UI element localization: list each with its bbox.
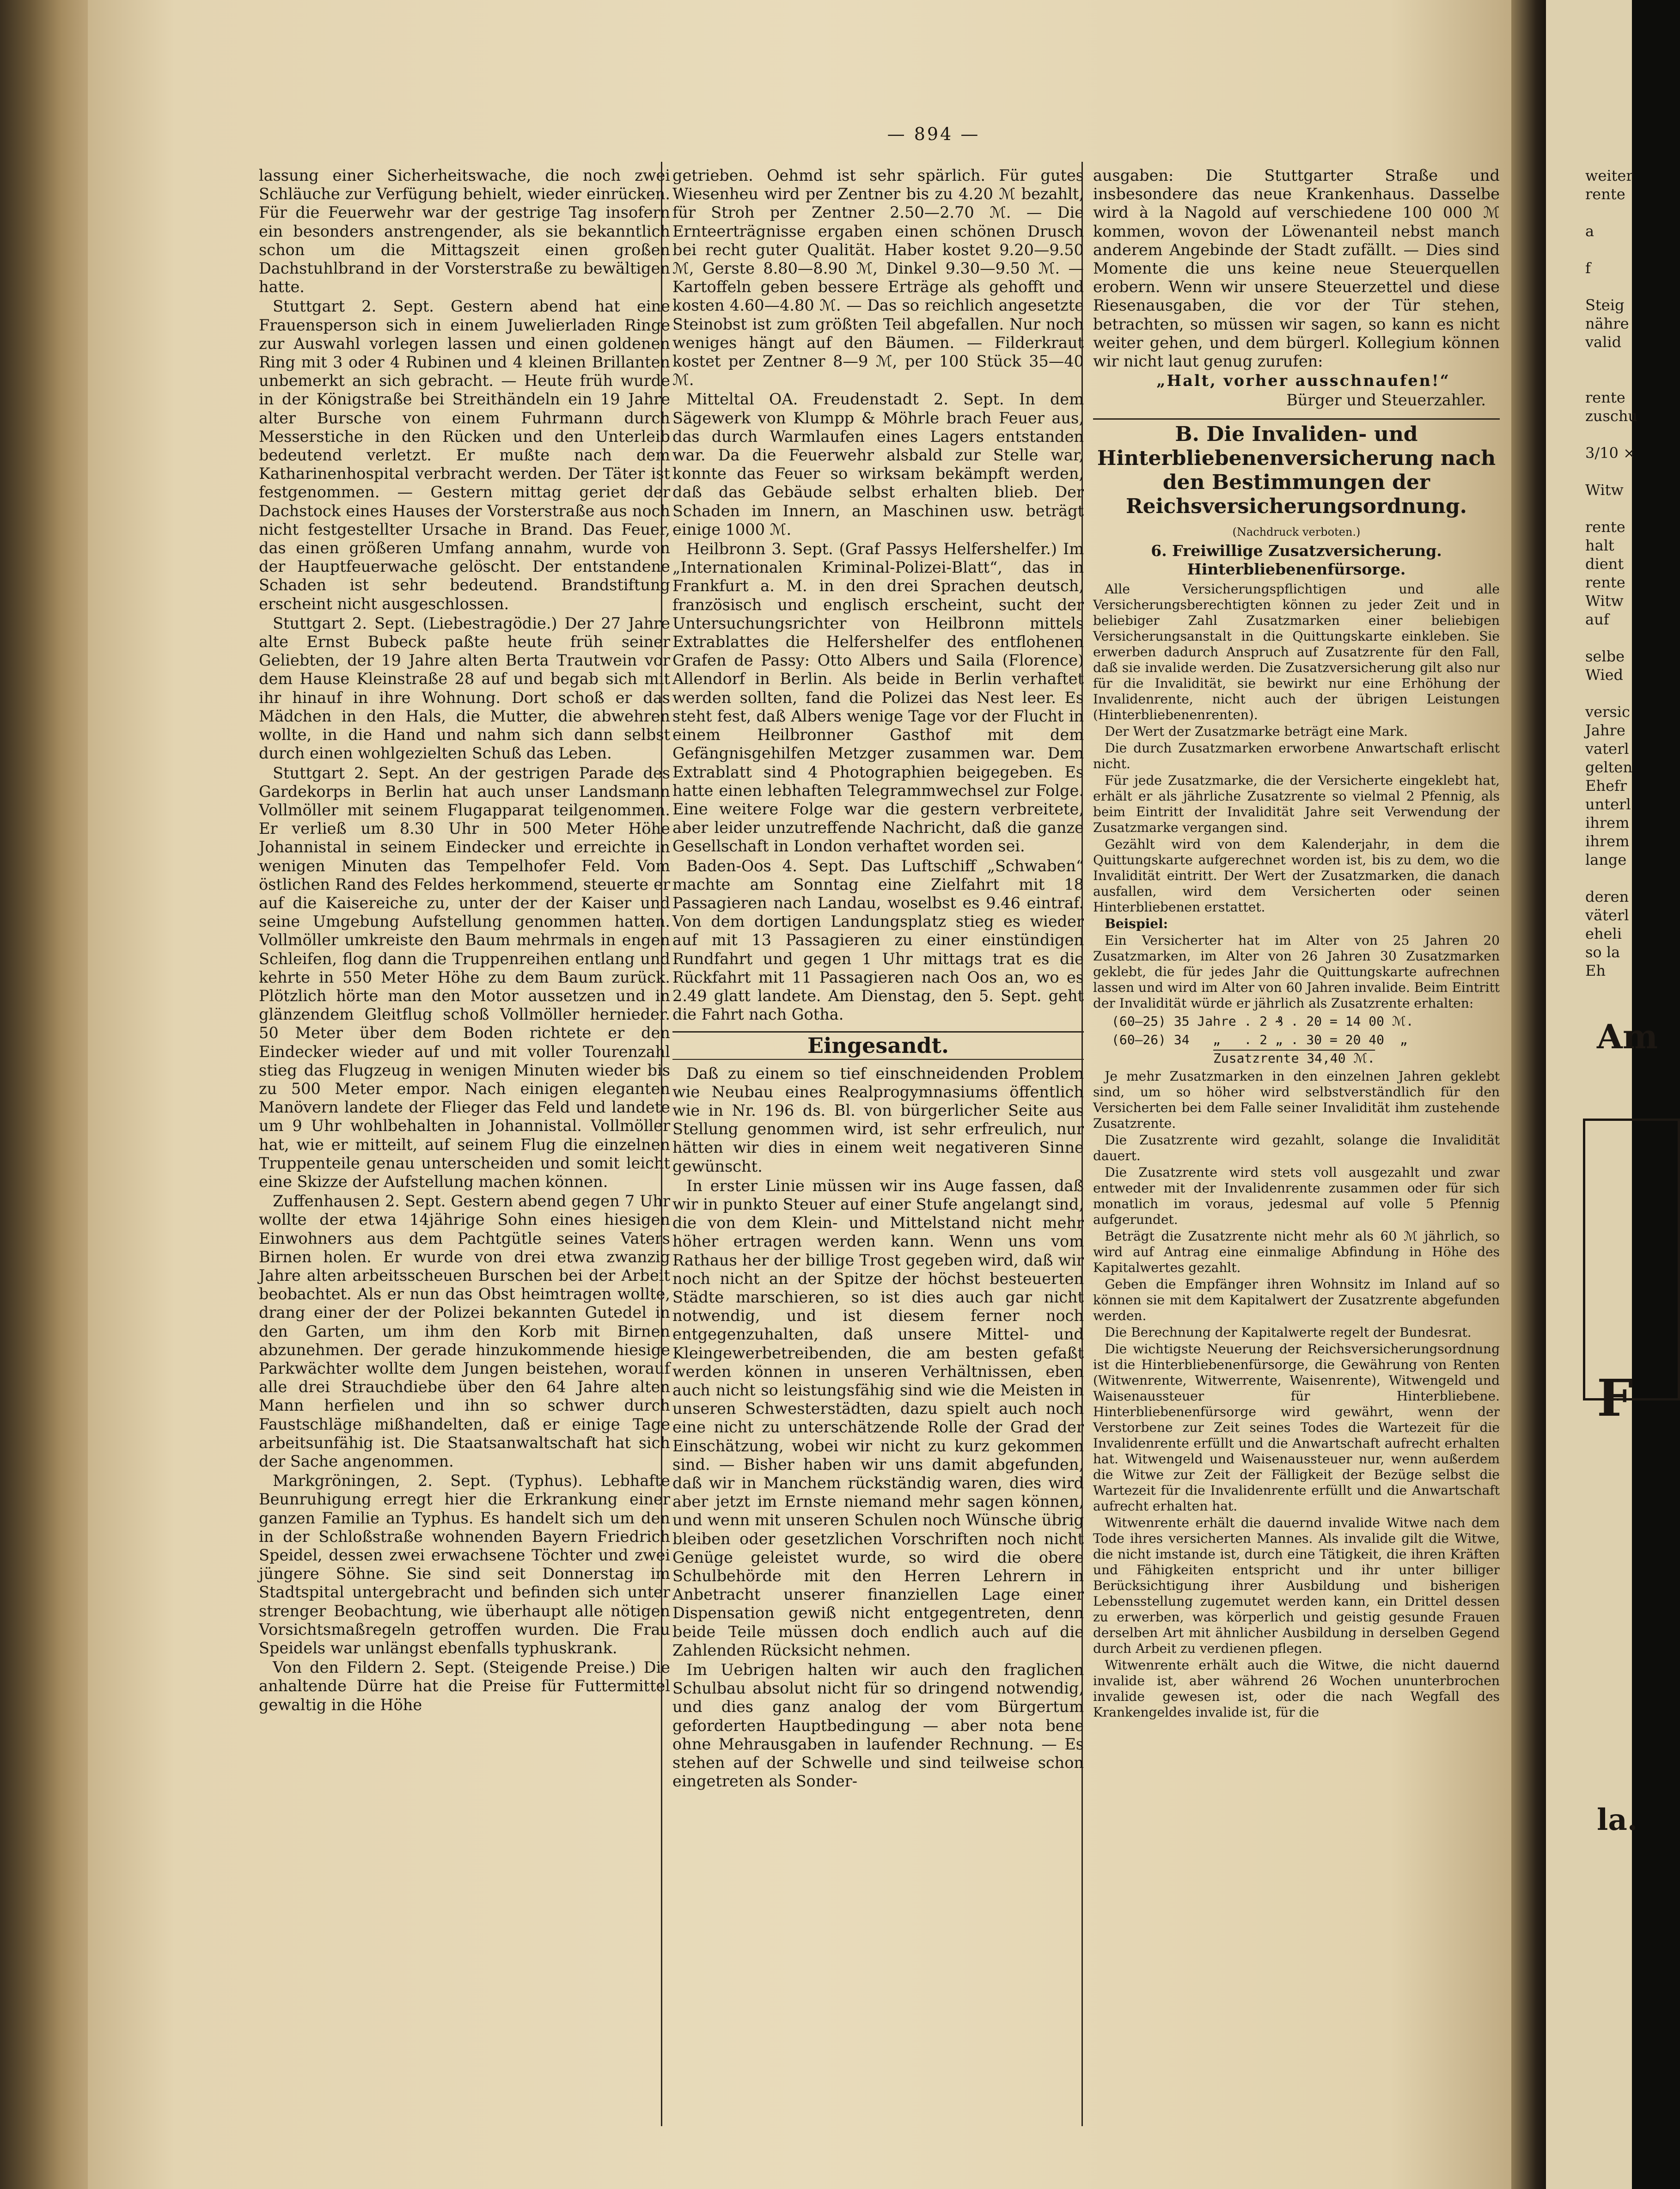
next-page-line: deren [1585, 888, 1629, 905]
section-paragraph: Witwenrente erhält auch die Witwe, die nicht dauernd invalide ist, aber während 26 Wochen ununterbrochen invalide gewesen ist, oder die nach Wegfall des Krankengeldes invalide ist, für die [1093, 1657, 1500, 1720]
next-page-line: f [1585, 259, 1591, 277]
book-edge [0, 0, 102, 2189]
next-page-line: rente [1585, 185, 1625, 203]
section-paragraph: Die Zusatzrente wird gezahlt, solange die Invalidität dauert. [1093, 1132, 1500, 1164]
next-page-line: vaterl [1585, 740, 1629, 758]
section-paragraph: Die durch Zusatzmarken erworbene Anwartschaft erlischt nicht. [1093, 740, 1500, 772]
section-paragraph: Witwenrente erhält die dauernd invalide Witwe nach dem Tode ihres versicherten Mannes. Als invalide gilt die Witwe, die nicht imstande ist, durch eine Tätigkeit, die ihren Kräften und Fähigkeiten entspricht und ihr unter billiger Berücksichtigung ihrer Ausbildung und bisherigen Lebensstellung zugemutet werden kann, ein Drittel dessen zu erwerben, was körperlich und geistig gesunde Frauen derselben Art mit ähnlicher Ausbildung in derselben Gegend durch Arbeit zu verdienen pflegen. [1093, 1515, 1500, 1657]
article-paragraph: lassung einer Sicherheitswache, die noch zwei Schläuche zur Verfügung behielt, wieder einrücken. Für die Feuerwehr war der gestrige Tag insofern ein besonders anstrengender, als sie bekanntlich schon um die Mittagszeit einen großen Dachstuhlbrand in der Vorsterstraße zu bewältigen hatte. [259, 166, 670, 296]
article-stuttgart-2: Stuttgart 2. Sept. (Liebestragödie.) Der 27 Jahre alte Ernst Bubeck paßte heute früh seiner Geliebten, der 19 Jahre alten Berta Trautwein vor dem Hause Kleinstraße 28 auf und begab sich mit ihr hinauf in ihre Wohnung. Dort schoß er das Mädchen in den Hals, die Mutter, die abwehren wollte, in die Hand und nahm sich dann selbst durch einen wohlgezielten Schuß das Leben. [259, 614, 670, 763]
article-heilbronn: Heilbronn 3. Sept. (Graf Passys Helfershelfer.) Im „Internationalen Kriminal-Polizei-Blatt“, das in Frankfurt a. M. in den drei Sprachen deutsch, französisch und englisch erscheint, sucht der Untersuchungsrichter von Heilbronn mittels Extrablattes die Helfershelfer des entflohenen Grafen de Passy: Otto Albers und Saila (Florence) Allendorf in Berlin. Als beide in Berlin verhaftet werden sollten, fand die Polizei das Nest leer. Es steht fest, daß Albers wenige Tage vor der Flucht in einem Heilbronner Gasthof mit dem Gefängnisgehilfen Metzger zusammen war. Dem Extrablatt sind 4 Photographien beigegeben. Es hatte einen lebhaften Telegrammwechsel zur Folge. Eine weitere Folge war die gestern verbreitete, aber leider unzutreffende Nachricht, daß die ganze Gesellschaft in London verhaftet worden sei. [672, 540, 1084, 856]
article-mitteltal: Mitteltal OA. Freudenstadt 2. Sept. In dem Sägewerk von Klumpp & Möhrle brach Feuer aus, das durch Warmlaufen eines Lagers entstanden war. Da die Feuerwehr alsbald zur Stelle war, konnte das Feuer so wirksam bekämpft werden, daß das Gebäude selbst erhalten blieb. Der Schaden im Innern, an Maschinen usw. beträgt einige 1000 ℳ. [672, 390, 1084, 538]
example-text: Ein Versicherter hat im Alter von 25 Jahren 20 Zusatzmarken, im Alter von 26 Jahren 30 Zusatzmarken geklebt, die für jedes Jahr die Quittungskarte aufrechnen lassen und wird im Alter von 60 Jahren invalide. Beim Eintritt der Invalidität würde er jährlich als Zusatzrente erhalten: [1093, 933, 1500, 1011]
calc-line: (60—25) 35 Jahre . 2 ₰ . 20 = 14 00 ℳ. [1112, 1014, 1414, 1029]
next-page-line [1546, 277, 1637, 296]
next-page-line: väterl [1585, 906, 1629, 924]
section-b-subtitle: 6. Freiwillige Zusatzversicherung. Hinterbliebenenfürsorge. [1151, 541, 1442, 578]
next-page-line: Wied [1585, 666, 1623, 684]
section-paragraph: Die Zusatzrente wird stets voll ausgezahlt und zwar entweder mit der Invalidenrente zusammen oder für sich monatlich im voraus, jedesmal auf volle 5 Pfennig aufgerundet. [1093, 1165, 1500, 1228]
article-zuffenhausen: Zuffenhausen 2. Sept. Gestern abend gegen 7 Uhr wollte der etwa 14jährige Sohn eines hiesigen Einwohners aus dem Pachtgütle seines Vaters Birnen holen. Er wurde von drei etwa zwanzig Jahre alten arbeitsscheuen Burschen bei der Arbeit beobachtet. Als er nun das Obst heimtragen wollte, drang einer der der Polizei bekannten Gutedel in den Garten, um ihm den Korb mit Birnen abzunehmen. Der gerade hinzukommende hiesige Parkwächter wollte dem Jungen beistehen, worauf alle drei Strauchdiebe über den 64 Jahre alten Mann herfielen und ihn so schwer durch Faustschläge mißhandelten, daß er einige Tage arbeitsunfähig ist. Die Staatsanwaltschaft hat sich der Sache angenommen. [259, 1192, 670, 1471]
next-page-ad-footer: la. [1597, 1803, 1638, 1837]
next-page-line: auf [1585, 611, 1609, 628]
next-page-line: rente [1585, 389, 1625, 406]
next-page-line: 3/10 × [1585, 444, 1636, 462]
next-page-line: weiter [1585, 167, 1633, 184]
eingesandt-signature: Bürger und Steuerzahler. [1286, 391, 1486, 410]
next-page-line [1546, 629, 1637, 647]
section-paragraph: Die Berechnung der Kapitalwerte regelt der Bundesrat. [1105, 1325, 1472, 1340]
next-page-line [1546, 499, 1637, 518]
section-b-body [1093, 581, 1500, 1720]
next-page-line: gelten [1585, 758, 1633, 776]
next-page-line: versic [1585, 703, 1630, 721]
article-paragraph: getrieben. Oehmd ist sehr spärlich. Für gutes Wiesenheu wird per Zentner bis zu 4.20 ℳ bezahlt, für Stroh per Zentner 2.50—2.70 ℳ. — Die Ernteerträgnisse ergaben einen schönen Drusch bei recht guter Qualität. Haber kostet 9.20—9.50 ℳ, Gerste 8.80—8.90 ℳ, Dinkel 9.30—9.50 ℳ. — Kartoffeln geben bessere Erträge als gehofft und kosten 4.60—4.80 ℳ. — Das so reichlich angesetzte Steinobst ist zum größten Teil abgefallen. Nur noch weniges hängt auf den Bäumen. — Filderkraut kostet per Zentner 8—9 ℳ, per 100 Stück 35—40 ℳ. [672, 166, 1084, 389]
section-paragraph: Alle Versicherungspflichtigen und alle Versicherungsberechtigten können zu jeder Zeit und in beliebiger Zahl Zusatzmarken einer beliebigen Versicherungsanstalt in die Quittungskarte einkleben. Sie erwerben dadurch Anspruch auf Zusatzrente für den Fall, daß sie invalide werden. Die Zusatzversicherung gilt also nur für die Invalidität, sie bewirkt nur eine Erhöhung der Invalidenrente, nicht auch der übrigen Leistungen (Hinterbliebenenrenten). [1093, 581, 1500, 723]
next-page-line [1546, 370, 1637, 388]
next-page-line: selbe [1585, 648, 1625, 665]
next-page-line: ihrem [1585, 832, 1630, 850]
page-number: — 894 — [887, 124, 980, 144]
next-page-line [1546, 351, 1637, 370]
article-markgroeningen: Markgröningen, 2. Sept. (Typhus). Lebhafte Beunruhigung erregt hier die Erkrankung einer ganzen Familie an Typhus. Es handelt sich um den in der Schloßstraße wohnenden Bayern Friedrich Speidel, dessen zwei erwachsene Töchter und zwei jüngere Söhne. Sie sind seit Donnerstag im Stadtspital untergebracht und befinden sich unter strenger Beobachtung, wie überhaupt alle nötigen Vorsichtsmaßregeln getroffen wurden. Die Frau Speidels war unlängst ebenfalls typhuskrank. [259, 1472, 670, 1657]
section-b-title: B. Die Invaliden- und Hinterbliebenenversicherung nach den Bestimmungen der Reichsversicherungsordnung. [1093, 418, 1500, 521]
eingesandt-paragraph: In erster Linie müssen wir ins Auge fassen, daß wir in punkto Steuer auf einer Stufe angelangt sind, die von dem Klein- und Mittelstand nicht mehr höher ertragen werden kann. Wenn uns vom Rathaus her der billige Trost gegeben wird, daß wir noch nicht an der Spitze der höchst besteuerten Städte marschieren, so ist dies auch gar nicht notwendig, und ist diesem ferner noch entgegenzuhalten, daß unsere Mittel- und Kleingewerbetreibenden, die am besten gefaßt werden können in unseren Verhältnissen, eben auch nicht so leistungsfähig sind wie die Meisten in unseren Schwesterstädten, dazu spielt auch noch eine nicht zu unterschätzende Rolle der Grad der Einschätzung, wobei wir nicht zu kurz gekommen sind. — Bisher haben wir uns damit abgefunden, daß wir in Manchem rückständig waren, dies wird aber jetzt im Ernste niemand mehr sagen können, und wenn mit unseren Schulen noch Wünsche übrig bleiben oder gesetzlichen Vorschriften noch nicht Genüge geleistet wurde, so wird die obere Schulbehörde mit den Herren Lehrern in Anbetracht unserer finanziellen Lage einer Dispensation gewiß nicht entgegentreten, denn beide Teile müssen doch endlich auch auf die Zahlenden Rücksicht nehmen. [672, 1176, 1084, 1659]
next-page-line: Steig [1585, 296, 1625, 314]
article-stuttgart-1: Stuttgart 2. Sept. Gestern abend hat eine Frauensperson sich in einem Juwelierladen Ringe zur Auswahl vorlegen lassen und einen goldenen Ring mit 3 oder 4 Rubinen und 4 kleinen Brillanten unbemerkt an sich gebracht. — Heute früh wurde in der Königstraße bei Streithändeln ein 19 Jahre alter Bursche von einem Fuhrmann durch Messerstiche in den Rücken und den Unterleib bedeutend verletzt. Er mußte nach dem Katharinenhospital verbracht werden. Der Täter ist festgenommen. — Gestern mittag geriet der Dachstock eines Hauses der Vorsterstraße aus noch nicht festgestellter Ursache in Brand. Das Feuer, das einen größeren Umfang annahm, wurde von der Hauptfeuerwache gelöscht. Der entstandene Schaden ist sehr bedeutend. Brandstiftung erscheint nicht ausgeschlossen. [259, 297, 670, 613]
next-page-ad-box [1583, 1119, 1680, 1400]
next-page-line: valid [1585, 333, 1622, 351]
next-page-line [1546, 203, 1637, 222]
next-page-ad-letter: F [1597, 1368, 1633, 1428]
next-page-line [1546, 425, 1637, 444]
next-page-line: nähre [1585, 315, 1629, 332]
column-2 [672, 166, 1084, 1791]
next-page-line: dient [1585, 555, 1624, 573]
next-page-line: Ehefr [1585, 777, 1627, 795]
next-page-line: Witw [1585, 592, 1624, 610]
next-page-line: rente [1585, 574, 1625, 591]
eingesandt-continuation: ausgaben: Die Stuttgarter Straße und insbesondere das neue Krankenhaus. Dasselbe wird à la Nagold auf verschiedene 100 000 ℳ kommen, wovon der Löwenanteil nebst manch anderem Angebinde der Stadt zufällt. — Dies sind Momente die uns keine neue Steuerquellen erobern. Wenn wir unsere Steuerzettel und diese Riesenausgaben, die vor der Tür stehen, betrachten, so müssen wir sagen, so kann es nicht weiter gehen, und dem bürgerl. Kollegium können wir nicht laut genug zurufen: [1093, 166, 1500, 371]
section-paragraph: Je mehr Zusatzmarken in den einzelnen Jahren geklebt sind, um so höher wird selbstverständlich für den Versicherten bei dem Falle seiner Invalidität ihm zustehende Zusatzrente. [1093, 1069, 1500, 1131]
eingesandt-quote: „Halt, vorher ausschnaufen!“ [1156, 372, 1450, 390]
reprint-notice: (Nachdruck verboten.) [1232, 525, 1361, 538]
next-page-line: halt [1585, 537, 1614, 554]
article-fildern: Von den Fildern 2. Sept. (Steigende Preise.) Die anhaltende Dürre hat die Preise für Futtermittel gewaltig in die Höhe [259, 1658, 670, 1714]
section-paragraph: Beträgt die Zusatzrente nicht mehr als 60 ℳ jährlich, so wird auf Antrag eine einmalige Abfindung in Höhe des Kapitalwertes gezahlt. [1093, 1229, 1500, 1276]
article-baden-oos: Baden-Oos 4. Sept. Das Luftschiff „Schwaben“ machte am Sonntag eine Zielfahrt mit 18 Passagieren nach Landau, woselbst es 9.46 eintraf. Von dem dortigen Landungsplatz stieg es wieder auf mit 13 Passagieren zu einer einstündigen Rundfahrt und gegen 1 Uhr mittags trat es die Rückfahrt mit 11 Passagieren nach Oos an, wo es 2.49 glatt landete. Am Dienstag, den 5. Sept. geht die Fahrt nach Gotha. [672, 856, 1084, 1024]
next-page-line [1546, 462, 1637, 481]
example-label: Beispiel: [1105, 916, 1168, 932]
next-page-fragment [1546, 0, 1658, 2189]
column-1 [259, 166, 670, 1714]
next-page-line: Witw [1585, 481, 1624, 499]
next-page-line: so la [1585, 943, 1620, 961]
section-paragraph: Geben die Empfänger ihren Wohnsitz im Inland auf so können sie mit dem Kapitalwert der Zusatzrente abgefunden werden. [1093, 1277, 1500, 1324]
section-paragraph: Die wichtigste Neuerung der Reichsversicherungsordnung ist die Hinterbliebenenfürsorge, die Gewährung von Renten (Witwenrente, Witwerrente, Waisenrente), Witwengeld und Waisenaussteuer für Hinterbliebene. Hinterbliebenenfürsorge wird gewährt, wenn der Verstorbene zur Zeit seines Todes die Wartezeit für die Invalidenrente erfüllt und die Anwartschaft aufrecht erhalten hat. Witwengeld und Waisenaussteuer nur, wenn außerdem die Witwe zur Zeit der Fälligkeit der Bezüge selbst die Wartezeit für die Invalidenrente erfüllt und die Anwartschaft aufrecht erhalten hat. [1093, 1341, 1500, 1514]
calc-total: Zusatzrente 34,40 ℳ. [1213, 1051, 1375, 1066]
eingesandt-paragraph: Daß zu einem so tief einschneidenden Problem wie Neubau eines Realprogymnasiums öffentlich wie in Nr. 196 ds. Bl. von bürgerlicher Seite aus Stellung genommen wird, ist sehr erfreulich, nur hätten wir dies in einem weit negativeren Sinne gewünscht. [672, 1064, 1084, 1175]
next-page-line: a [1585, 222, 1594, 240]
next-page-line [1546, 869, 1637, 887]
calc-line: (60—26) 34 „ . 2 „ . 30 = 20 40 „ [1112, 1032, 1408, 1048]
column-3 [1093, 166, 1500, 1720]
next-page-line [1546, 684, 1637, 703]
next-page-line: lange [1585, 851, 1627, 868]
eingesandt-heading: Eingesandt. [672, 1031, 1084, 1059]
section-paragraph: Für jede Zusatzmarke, die der Versicherte eingeklebt hat, erhält er als jährliche Zusatzrente so vielmal 2 Pfennig, als beim Eintritt der Invalidität Jahre seit Verwendung der Zusatzmarke vergangen sind. [1093, 773, 1500, 836]
next-page-line: rente [1585, 518, 1625, 536]
eingesandt-paragraph: Im Uebrigen halten wir auch den fraglichen Schulbau absolut nicht für so dringend notwendig, und dies ganz analog der vom Bürgertum geforderten Hauptbedingung — aber nota bene ohne Mehrausgaben in laufender Rechnung. — Es stehen auf der Schwelle und sind teilweise schon eingetreten als Sonder- [672, 1661, 1084, 1791]
next-page-line: ihrem [1585, 814, 1630, 832]
section-paragraph: Gezählt wird von dem Kalenderjahr, in dem die Quittungskarte aufgerechnet worden ist, bis zu dem, wo die Invalidität eintritt. Der Wert der Zusatzmarken, die danach ausfallen, wird dem Versicherten oder seinen Hinterbliebenen erstattet. [1093, 837, 1500, 915]
article-stuttgart-3: Stuttgart 2. Sept. An der gestrigen Parade des Gardekorps in Berlin hat auch unser Landsmann Vollmöller mit seinem Flugapparat teilgenommen. Er verließ um 8.30 Uhr in 500 Meter Höhe Johannistal in seinem Eindecker und erreichte in wenigen Minuten das Tempelhofer Feld. Vom östlichen Rand des Feldes herkommend, steuerte er auf die Kaisereiche zu, unter der der Kaiser und seine Umgebung Aufstellung genommen hatten. Vollmöller umkreiste den Baum mehrmals in engen Schleifen, flog dann die Truppenreihen entlang und kehrte in 550 Meter Höhe zu dem Baum zurück. Plötzlich hörte man den Motor aussetzen und in glänzendem Gleitflug schoß Vollmöller hernieder. 50 Meter über dem Boden richtete er den Eindecker wieder auf und mit voller Tourenzahl stieg das Flugzeug in wenigen Minuten wieder bis zu 500 Meter empor. Nach einigen eleganten Manövern landete der Flieger das Feld und landete um 9 Uhr wohlbehalten in Johannistal. Vollmöller hat, wie er mitteilt, auf seinem Flug die einzelnen Truppenteile genau unterscheiden und somit leicht eine Skizze der Aufstellung machen können. [259, 764, 670, 1191]
newspaper-page [88, 0, 1534, 2189]
next-page-line: unterl [1585, 795, 1631, 813]
next-page-text [1546, 166, 1637, 980]
next-page-line: Eh [1585, 962, 1606, 979]
next-page-line: eheli [1585, 925, 1622, 942]
next-page-line: Jahre [1585, 722, 1625, 739]
next-page-line: zuschu [1585, 407, 1638, 425]
next-page-line [1546, 240, 1637, 259]
section-paragraph: Der Wert der Zusatzmarke beträgt eine Mark. [1105, 724, 1408, 740]
next-page-ad-heading: Am [1597, 1017, 1658, 1056]
